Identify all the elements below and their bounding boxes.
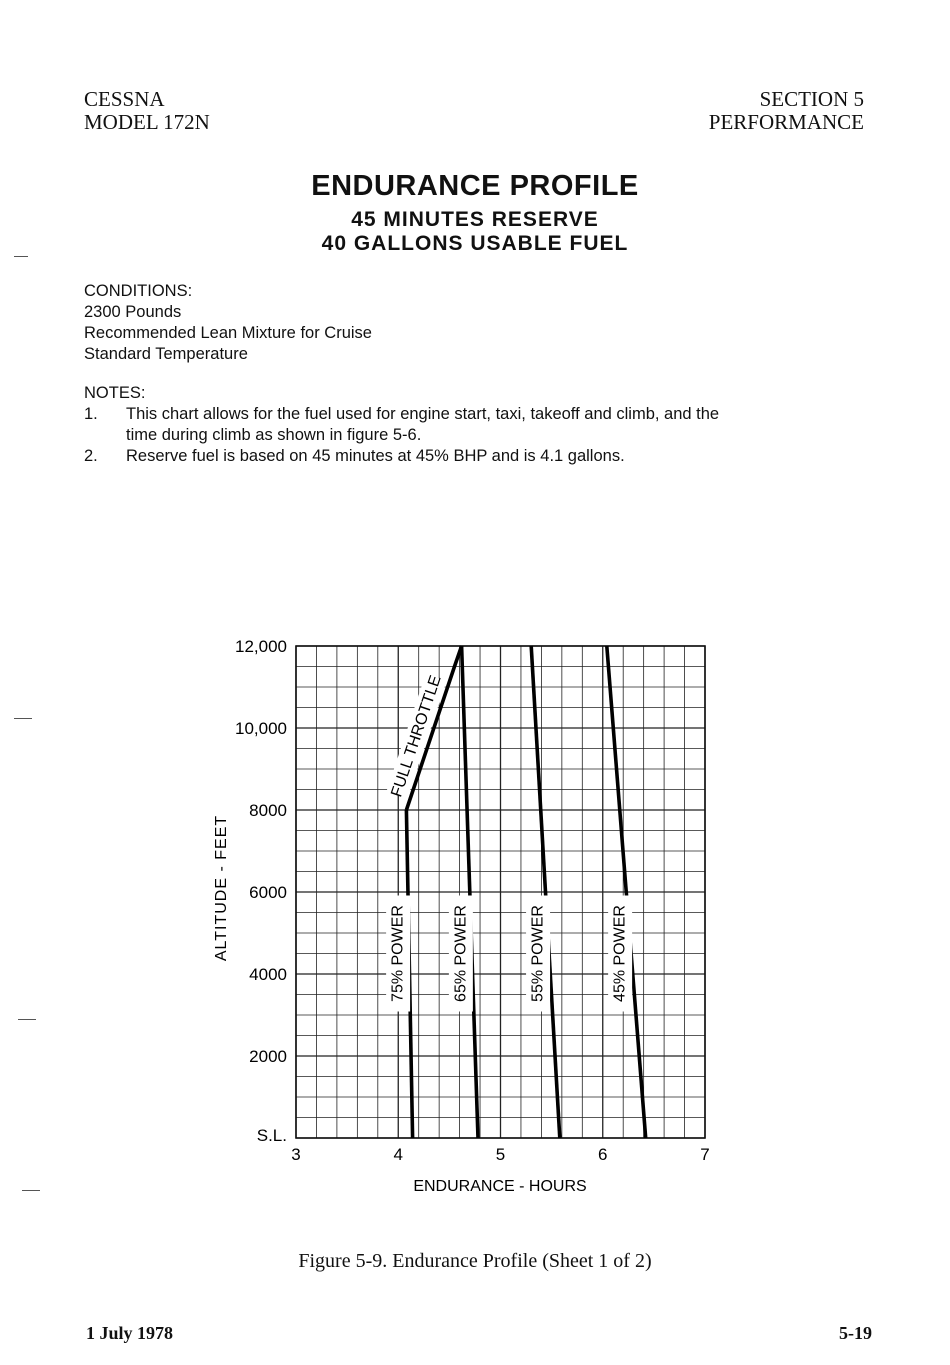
footer-date: 1 July 1978 — [86, 1323, 174, 1343]
y-tick-label: 8000 — [249, 801, 287, 820]
series-label: FULL THROTTLE — [388, 673, 445, 800]
condition-item: 2300 Pounds — [84, 303, 182, 321]
page-title: ENDURANCE PROFILE — [311, 170, 639, 202]
y-tick-label: S.L. — [256, 1126, 287, 1145]
note-number: 1. — [84, 405, 98, 423]
manufacturer-name: CESSNA — [84, 87, 165, 111]
note-text: time during climb as shown in figure 5-6. — [126, 426, 422, 444]
margin-mark — [14, 256, 28, 257]
condition-item: Recommended Lean Mixture for Cruise — [84, 324, 372, 342]
y-tick-label: 10,000 — [235, 719, 287, 738]
series-label: 45% POWER — [611, 905, 629, 1002]
x-tick-label: 4 — [393, 1145, 403, 1164]
series-label: 65% POWER — [452, 905, 470, 1002]
note-text: Reserve fuel is based on 45 minutes at 45% BHP and is 4.1 gallons. — [126, 447, 625, 465]
section-label: SECTION 5 — [759, 87, 864, 111]
y-tick-label: 4000 — [249, 965, 287, 984]
model-name: MODEL 172N — [84, 110, 210, 134]
margin-mark — [14, 718, 32, 719]
note-number: 2. — [84, 447, 98, 465]
y-tick-label: 6000 — [249, 883, 287, 902]
x-tick-label: 6 — [598, 1145, 608, 1164]
x-tick-label: 7 — [700, 1145, 710, 1164]
margin-mark — [22, 1190, 40, 1191]
x-axis-label: ENDURANCE - HOURS — [413, 1178, 587, 1195]
y-tick-label: 2000 — [249, 1047, 287, 1066]
subtitle-fuel: 40 GALLONS USABLE FUEL — [321, 232, 629, 255]
y-tick-label: 12,000 — [235, 637, 287, 656]
series-label: 75% POWER — [389, 905, 407, 1002]
conditions-heading: CONDITIONS: — [84, 282, 193, 300]
y-axis-label: ALTITUDE - FEET — [213, 814, 230, 962]
note-text: This chart allows for the fuel used for engine start, taxi, takeoff and climb, and the — [126, 405, 720, 423]
x-tick-label: 5 — [495, 1145, 506, 1164]
subtitle-reserve: 45 MINUTES RESERVE — [351, 208, 599, 231]
page-number: 5-19 — [839, 1323, 872, 1343]
x-tick-label: 3 — [291, 1145, 301, 1164]
condition-item: Standard Temperature — [84, 345, 248, 363]
figure-caption: Figure 5-9. Endurance Profile (Sheet 1 of 2) — [298, 1250, 652, 1272]
margin-mark — [18, 1019, 36, 1020]
series-label: 55% POWER — [529, 905, 547, 1002]
notes-heading: NOTES: — [84, 384, 146, 402]
section-name: PERFORMANCE — [708, 110, 864, 134]
